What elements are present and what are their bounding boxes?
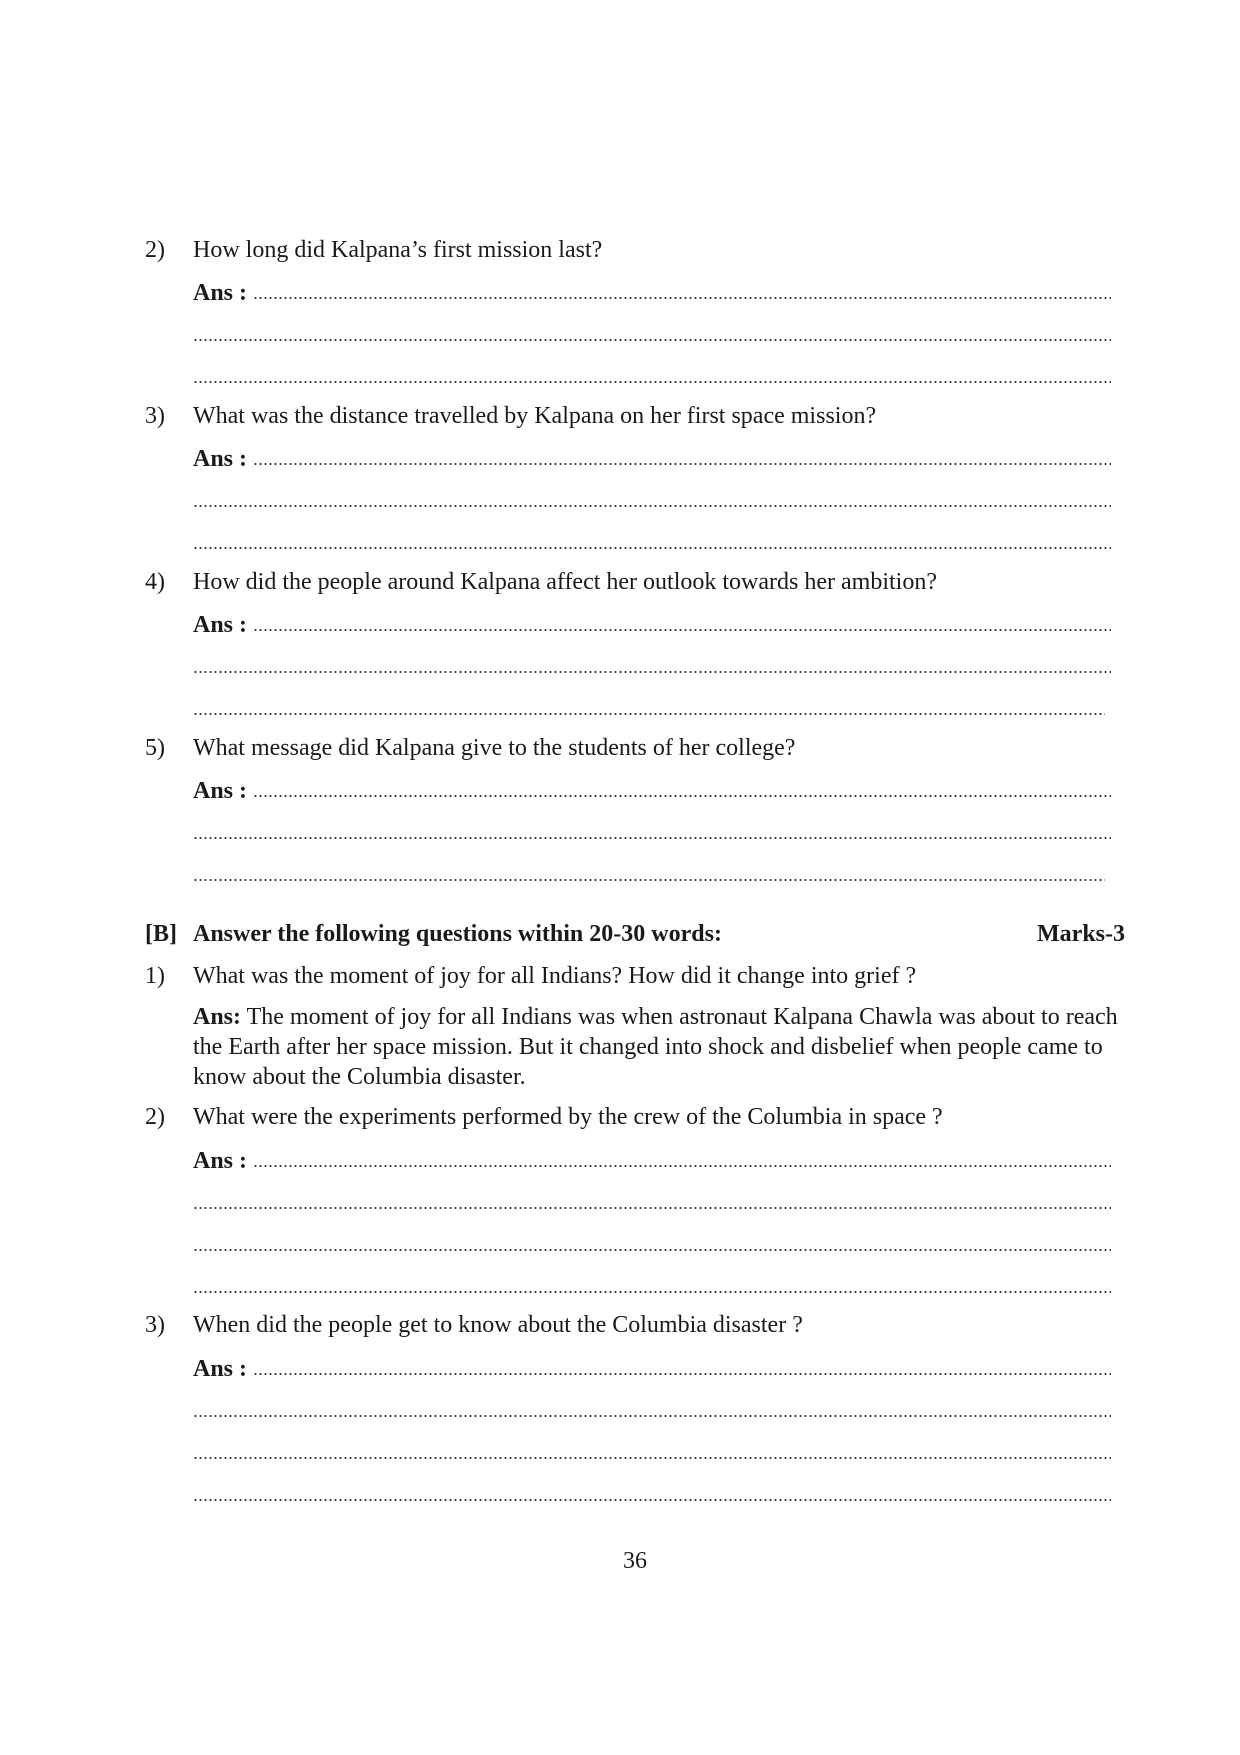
answer-line[interactable] [193, 1273, 1111, 1301]
ans-label: Ans : [193, 280, 248, 306]
ans-label: Ans : [193, 1356, 248, 1382]
dotted-line [193, 546, 1111, 550]
question-number: 2) [145, 1104, 165, 1130]
answer-text: The moment of joy for all Indians was when astronaut Kalpana Chawla was about to reach the Earth after her space mission. But it changed into shock and disbelief when people came to know about the Columbia disaster. [193, 1004, 1118, 1090]
dotted-line [193, 1248, 1111, 1252]
answer-line[interactable] [193, 321, 1111, 349]
answer-line[interactable] [193, 777, 1111, 805]
answer-line[interactable] [193, 279, 1111, 307]
answer-line[interactable] [193, 529, 1111, 557]
ans-label: Ans : [193, 446, 248, 472]
question-number: 3) [145, 403, 165, 429]
answer-line[interactable] [193, 1147, 1111, 1175]
dotted-line [193, 1414, 1111, 1418]
ans-label: Ans : [193, 778, 248, 804]
dotted-line [193, 1206, 1111, 1210]
question-number: 2) [145, 237, 165, 263]
dotted-line [193, 712, 1105, 716]
section-marks: Marks-3 [1037, 921, 1125, 947]
answer-line[interactable] [193, 695, 1105, 723]
answer-line[interactable] [193, 1439, 1111, 1467]
dotted-line [193, 1498, 1111, 1502]
answer-line[interactable] [193, 487, 1111, 515]
page-number: 36 [623, 1548, 647, 1574]
answer-line[interactable] [193, 445, 1111, 473]
answer-line[interactable] [193, 861, 1105, 889]
answer-line[interactable] [193, 611, 1111, 639]
dotted-line [253, 1164, 1111, 1168]
dotted-line [193, 504, 1111, 508]
dotted-line [193, 380, 1111, 384]
answer-line[interactable] [193, 1481, 1111, 1509]
ans-label: Ans : [193, 612, 248, 638]
section-instruction: Answer the following questions within 20-30 words: [193, 921, 722, 947]
dotted-line [193, 670, 1111, 674]
question-text: What message did Kalpana give to the students of her college? [193, 735, 796, 761]
dotted-line [193, 878, 1105, 882]
question-text: What was the moment of joy for all Indians? How did it change into grief ? [193, 963, 917, 989]
question-text: How did the people around Kalpana affect her outlook towards her ambition? [193, 569, 937, 595]
question-number: 3) [145, 1312, 165, 1338]
question-text: When did the people get to know about the Columbia disaster ? [193, 1312, 803, 1338]
answer-line[interactable] [193, 363, 1111, 391]
dotted-line [253, 296, 1111, 300]
dotted-line [253, 462, 1111, 466]
ans-label: Ans : [193, 1148, 248, 1174]
answer-line[interactable] [193, 1355, 1111, 1383]
answer-label: Ans: [193, 1004, 242, 1030]
dotted-line [253, 794, 1111, 798]
answer-line[interactable] [193, 1231, 1111, 1259]
answer-line[interactable] [193, 653, 1111, 681]
question-number: 4) [145, 569, 165, 595]
dotted-line [193, 1290, 1111, 1294]
question-number: 5) [145, 735, 165, 761]
question-text: How long did Kalpana’s first mission last? [193, 237, 603, 263]
dotted-line [253, 628, 1111, 632]
dotted-line [253, 1372, 1111, 1376]
dotted-line [193, 338, 1111, 342]
section-label: [B] [145, 921, 177, 947]
dotted-line [193, 836, 1111, 840]
answer-paragraph [193, 1002, 1133, 1092]
answer-line[interactable] [193, 819, 1111, 847]
dotted-line [193, 1456, 1111, 1460]
answer-line[interactable] [193, 1397, 1111, 1425]
question-number: 1) [145, 963, 165, 989]
question-text: What was the distance travelled by Kalpana on her first space mission? [193, 403, 877, 429]
question-text: What were the experiments performed by the crew of the Columbia in space ? [193, 1104, 943, 1130]
answer-line[interactable] [193, 1189, 1111, 1217]
